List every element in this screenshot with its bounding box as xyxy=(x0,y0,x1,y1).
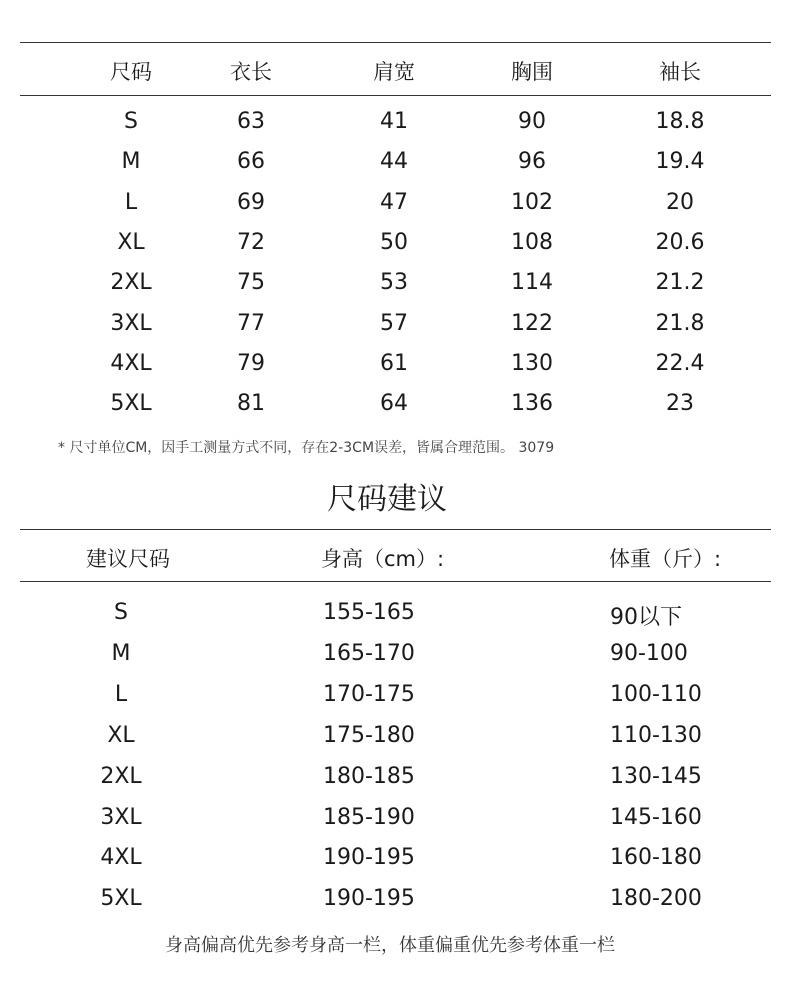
size-table-cell: 108 xyxy=(511,229,553,255)
suggest-table-cell: XL xyxy=(107,722,135,748)
size-table-header-rule xyxy=(20,95,771,96)
size-table-cell: 4XL xyxy=(110,350,152,376)
size-table-cell: S xyxy=(124,109,138,134)
suggest-table-cell: 4XL xyxy=(100,845,142,871)
size-table-cell: 136 xyxy=(511,391,553,417)
suggest-table-cell: M xyxy=(111,640,131,666)
footer-tip: 身高偏高优先参考身高一栏，体重偏重优先参考体重一栏 xyxy=(165,935,615,956)
size-header-cell: 胸围 xyxy=(511,60,553,84)
size-table-cell: 21.2 xyxy=(655,270,705,296)
size-table-cell: 53 xyxy=(380,270,408,296)
size-table-cell: 66 xyxy=(237,149,265,175)
suggest-table-cell: 130-145 xyxy=(610,763,702,789)
suggest-table-cell: 160-180 xyxy=(610,845,702,871)
suggest-header-cell: 身高（cm）: xyxy=(321,547,445,571)
size-table-cell: 20.6 xyxy=(655,229,705,255)
suggest-table-cell: 185-190 xyxy=(323,804,415,830)
suggest-table-cell: 165-170 xyxy=(323,640,415,666)
size-table-cell: 69 xyxy=(237,189,265,215)
size-header-cell: 衣长 xyxy=(230,60,272,84)
size-table-cell: M xyxy=(121,149,141,175)
suggest-table-cell: 100-110 xyxy=(610,681,702,707)
size-table-cell: 3XL xyxy=(110,310,152,336)
size-table-cell: 21.8 xyxy=(655,310,705,336)
size-table-cell: 47 xyxy=(380,189,408,215)
size-table-cell: 96 xyxy=(518,149,546,175)
size-table-cell: 64 xyxy=(380,391,408,417)
suggest-table-cell: 90-100 xyxy=(610,640,688,666)
size-header-cell: 尺码 xyxy=(110,60,152,84)
suggest-table-cell: 180-185 xyxy=(323,763,415,789)
size-table-cell: 23 xyxy=(666,391,694,417)
suggest-header-cell: 体重（斤）: xyxy=(609,547,722,571)
suggest-table-cell: 155-165 xyxy=(323,600,415,625)
suggest-table-cell: 5XL xyxy=(100,886,142,912)
size-table-cell: 77 xyxy=(237,310,265,336)
size-table-cell: 50 xyxy=(380,229,408,255)
suggest-table-cell: 190-195 xyxy=(323,886,415,912)
size-table-cell: 41 xyxy=(380,109,408,134)
suggest-table-cell: S xyxy=(114,600,128,625)
suggest-table-cell: L xyxy=(114,681,128,707)
size-table-cell: 81 xyxy=(237,391,265,417)
size-table-cell: 5XL xyxy=(110,391,152,417)
suggest-table-cell: 180-200 xyxy=(610,886,702,912)
measurement-note: * 尺寸单位CM，因手工测量方式不同，存在2-3CM误差，皆属合理范围。 3079 xyxy=(58,440,555,456)
suggest-table-cell: 3XL xyxy=(100,804,142,830)
suggest-table-header-rule xyxy=(20,581,771,582)
suggest-table-cell: 90以下 xyxy=(610,605,682,630)
size-table-cell: 22.4 xyxy=(655,350,705,376)
size-table-cell: 19.4 xyxy=(655,149,705,175)
size-table-cell: 2XL xyxy=(110,270,152,296)
suggest-header-cell: 建议尺码 xyxy=(86,547,170,571)
size-table-cell: 90 xyxy=(518,109,546,134)
size-table-cell: 72 xyxy=(237,229,265,255)
size-table-cell: L xyxy=(124,189,138,215)
size-table-cell: 79 xyxy=(237,350,265,376)
size-table-cell: 122 xyxy=(511,310,553,336)
size-table-cell: 18.8 xyxy=(655,109,705,134)
size-table-cell: 75 xyxy=(237,270,265,296)
size-table-cell: 114 xyxy=(511,270,553,296)
suggest-table-cell: 2XL xyxy=(100,763,142,789)
size-header-cell: 肩宽 xyxy=(373,60,415,84)
size-table-cell: 20 xyxy=(666,189,694,215)
size-table-cell: 63 xyxy=(237,109,265,134)
suggest-table-cell: 175-180 xyxy=(323,722,415,748)
size-table-top-rule xyxy=(20,42,771,43)
suggest-table-cell: 190-195 xyxy=(323,845,415,871)
size-table-cell: 57 xyxy=(380,310,408,336)
suggest-title: 尺码建议 xyxy=(327,482,447,517)
size-table-cell: 130 xyxy=(511,350,553,376)
size-table-cell: 61 xyxy=(380,350,408,376)
size-table-cell: 44 xyxy=(380,149,408,175)
size-table-cell: 102 xyxy=(511,189,553,215)
suggest-table-cell: 110-130 xyxy=(610,722,702,748)
suggest-table-top-rule xyxy=(20,529,771,530)
suggest-table-cell: 170-175 xyxy=(323,681,415,707)
size-table-cell: XL xyxy=(117,229,145,255)
suggest-table-cell: 145-160 xyxy=(610,804,702,830)
size-header-cell: 袖长 xyxy=(659,60,701,84)
